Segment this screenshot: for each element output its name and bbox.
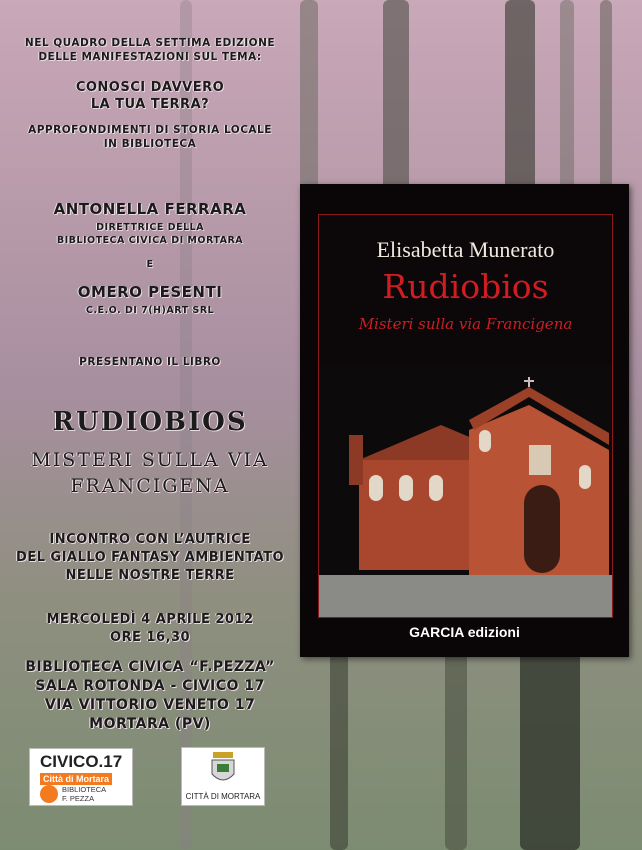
city-label: CITTÀ DI MORTARA [185,792,261,801]
presenter-1-role-2: BIBLIOTECA CIVICA DI MORTARA [56,235,244,246]
tree-trunk [300,0,318,200]
presenter-2-role: C.E.O. DI 7(H)ART SRL [85,305,215,316]
cover-publisher: GARCIA edizioni [409,624,520,640]
and-conjunction: E [146,259,154,270]
book-cover [300,184,629,657]
description-line-1: INCONTRO CON L’AUTRICE [49,532,251,547]
tree-trunk [330,650,348,850]
subtheme-line-1: APPROFONDIMENTI DI STORIA LOCALE [28,124,272,136]
presenter-2-name: OMERO PESENTI [77,283,223,301]
theme-line-2: LA TUA TERRA? [90,97,210,112]
tree-trunk [505,0,535,190]
venue-line-4: MORTARA (PV) [89,716,211,732]
book-title: RUDIOBIOS [52,407,248,437]
citta-di-mortara-logo [181,747,265,806]
tree-trunk [600,0,612,190]
description-line-3: NELLE NOSTRE TERRE [65,568,235,583]
church-illustration [319,365,612,617]
cover-author: Elisabetta Munerato [376,237,555,262]
presenting-label: PRESENTANO IL LIBRO [79,356,221,368]
civico-city: Città di Mortara [40,773,112,785]
event-time: ORE 16,30 [109,630,191,645]
intro-line-1: NEL QUADRO DELLA SETTIMA EDIZIONE [24,37,276,49]
presenter-1-name: ANTONELLA FERRARA [53,200,247,218]
venue-line-3: VIA VITTORIO VENETO 17 [44,697,256,713]
description-line-2: DEL GIALLO FANTASY AMBIENTATO [15,550,285,565]
book-subtitle-line-2: FRANCIGENA [70,475,230,497]
tree-trunk [445,650,467,850]
civico-brand: CIVICO.17 [40,752,123,771]
venue-line-1: BIBLIOTECA CIVICA “F.PEZZA” [25,659,275,675]
event-date: MERCOLEDÌ 4 APRILE 2012 [46,612,254,627]
tree-trunk [520,650,580,850]
book-cover-frame [318,214,613,618]
venue-line-2: SALA ROTONDA - CIVICO 17 [35,678,265,694]
presenter-1-role-1: DIRETTRICE DELLA [96,222,204,233]
tree-trunk [560,0,574,190]
intro-line-2: DELLE MANIFESTAZIONI SUL TEMA: [38,51,262,63]
coat-of-arms-icon [209,752,237,788]
cover-subtitle: Misteri sulla via Francigena [358,315,573,333]
civico-circle-icon [40,785,58,803]
civico-library-1: BIBLIOTECA [62,785,107,794]
civico-library-2: F. PEZZA [62,794,95,803]
tree-trunk [383,0,409,190]
civico-17-logo [29,748,133,806]
cover-title: Rudiobios [382,267,549,306]
subtheme-line-2: IN BIBLIOTECA [103,138,197,150]
book-subtitle-line-1: MISTERI SULLA VIA [31,449,269,471]
theme-line-1: CONOSCI DAVVERO [75,80,225,95]
